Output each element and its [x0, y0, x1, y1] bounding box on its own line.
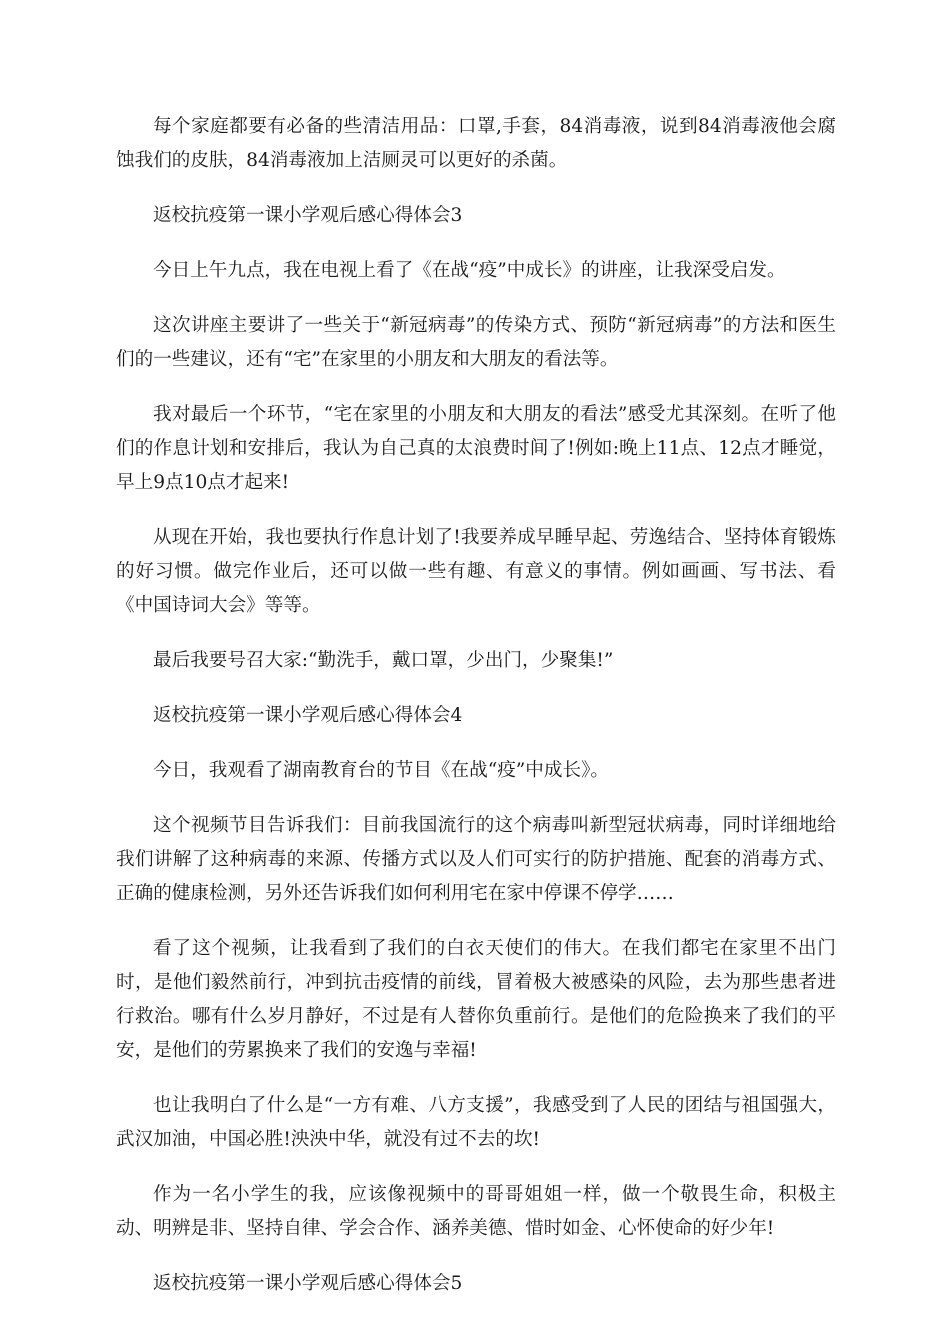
paragraph-program-content: 这个视频节目告诉我们：目前我国流行的这个病毒叫新型冠状病毒，同时详细地给我们讲解了这种病毒的来源、传播方式以及人们可实行的防护措施、配套的消毒方式、正确的健康检测，另外还告诉我们如何利用宅在家中停课不停学……	[116, 815, 836, 904]
paragraph-lecture-content: 这次讲座主要讲了一些关于“新冠病毒”的传染方式、预防“新冠病毒”的方法和医生们的一些建议，还有“宅”在家里的小朋友和大朋友的看法等。	[116, 315, 836, 370]
paragraph-program-intro: 今日，我观看了湖南教育台的节目《在战“疫”中成长》。	[153, 760, 609, 781]
paragraph-unity: 也让我明白了什么是“一方有难、八方支援”，我感受到了人民的团结与祖国强大，武汉加油，中国必胜!泱泱中华，就没有过不去的坎!	[116, 1095, 836, 1150]
document-body	[116, 110, 836, 1322]
section-heading-5: 返校抗疫第一课小学观后感心得体会5	[153, 1273, 463, 1294]
section-heading-4: 返校抗疫第一课小学观后感心得体会4	[153, 705, 463, 726]
section-heading-3: 返校抗疫第一课小学观后感心得体会3	[153, 205, 463, 226]
paragraph-new-habits: 从现在开始，我也要执行作息计划了!我要养成早睡早起、劳逸结合、坚持体育锻炼的好习惯。做完作业后，还可以做一些有趣、有意义的事情。例如画画、写书法、看《中国诗词大会》等等。	[116, 527, 836, 616]
paragraph-cleaning-supplies: 每个家庭都要有必备的些清洁用品：口罩,手套，84消毒液，说到84消毒液他会腐蚀我们的皮肤，84消毒液加上洁厕灵可以更好的杀菌。	[116, 116, 836, 171]
paragraph-call-to-action: 最后我要号召大家:“勤洗手，戴口罩，少出门，少聚集!”	[153, 650, 614, 671]
paragraph-medical-workers: 看了这个视频，让我看到了我们的白衣天使们的伟大。在我们都宅在家里不出门时，是他们毅然前行，冲到抗击疫情的前线，冒着极大被感染的风险，去为那些患者进行救治。哪有什么岁月静好，不过是有人替你负重前行。是他们的危险换来了我们的平安，是他们的劳累换来了我们的安逸与幸福!	[116, 938, 836, 1061]
paragraph-student-pledge: 作为一名小学生的我，应该像视频中的哥哥姐姐一样，做一个敬畏生命，积极主动、明辨是非、坚持自律、学会合作、涵养美德、惜时如金、心怀使命的好少年!	[116, 1184, 836, 1239]
paragraph-lecture-intro: 今日上午九点，我在电视上看了《在战“疫”中成长》的讲座，让我深受启发。	[153, 260, 786, 281]
paragraph-reflection-schedule: 我对最后一个环节，“宅在家里的小朋友和大朋友的看法”感受尤其深刻。在听了他们的作息计划和安排后，我认为自己真的太浪费时间了!例如:晚上11点、12点才睡觉，早上9点10点才起来!	[116, 404, 836, 493]
